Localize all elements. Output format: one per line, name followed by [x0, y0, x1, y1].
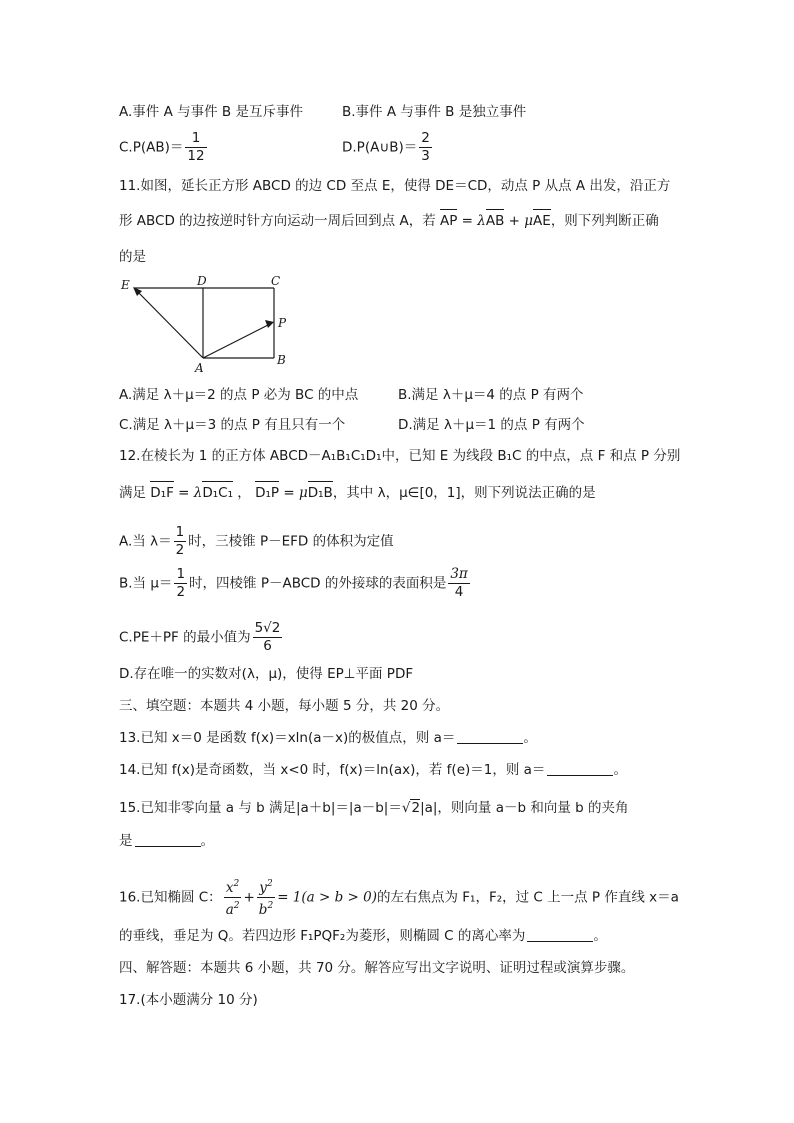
ellipse-y-term	[257, 876, 275, 919]
q12-line-1: 12.在棱长为 1 的正方体 ABCD－A₁B₁C₁D₁中，已知 E 为线段 B₁C 的中点，点 F 和点 P 分别	[119, 448, 681, 464]
q12-option-a-fraction	[174, 524, 187, 559]
equals-sign: =	[457, 213, 478, 229]
fraction-denominator: 2	[175, 542, 185, 558]
q14-text: 14.已知 f(x)是奇函数，当 x<0 时，f(x)＝ln(ax)，若 f(e)＝1，则 a＝	[119, 762, 546, 778]
q15-text-post: |a|，则向量 a－b 和向量 b 的夹角	[420, 800, 629, 816]
q12-option-b	[119, 566, 472, 601]
fraction-denominator: 2	[176, 584, 186, 600]
q12-option-b-post: 时，四棱锥 P－ABCD 的外接球的表面积是	[189, 575, 447, 592]
q12-option-a	[119, 524, 394, 559]
q13-end: 。	[523, 730, 537, 746]
q15-line-1	[119, 799, 629, 817]
ellipse-x-term	[224, 876, 242, 919]
q11-option-b: B.满足 λ＋μ＝4 的点 P 有两个	[398, 387, 584, 403]
mu-symbol: μ	[298, 485, 308, 501]
fraction-numerator	[257, 876, 275, 897]
q12-option-b-fraction	[174, 566, 187, 601]
q12-option-c-pre: C.PE＋PF 的最小值为	[119, 629, 251, 646]
ellipse-condition: = 1(a > b > 0)	[277, 889, 377, 906]
q11-text-pre: 形 ABCD 的边按逆时针方向运动一周后回到点 A，若	[119, 213, 436, 229]
fraction-denominator: 3	[421, 148, 430, 164]
fraction-numerator: 1	[191, 130, 201, 146]
q12-option-c	[119, 620, 284, 655]
q11-option-a: A.满足 λ＋μ＝2 的点 P 必为 BC 的中点	[119, 387, 359, 403]
plus-sign: +	[504, 213, 525, 229]
label-a: A	[195, 361, 204, 374]
q16-line-1: 16.已知椭圆 C： $\frac{x^2}{a^2}$ + $\frac{y^2}{b^2}$ = 1(a > b > 0)的左右焦点为 F₁，F₂，过 C 上一点 P 作直线 x＝a	[119, 876, 679, 919]
fraction-denominator: 6	[253, 637, 283, 655]
q10-option-a: A.事件 A 与事件 B 是互斥事件	[119, 104, 303, 120]
exponent: 2	[267, 901, 274, 911]
q15-text-pre: 15.已知非零向量 a 与 b 满足|a＋b|＝|a－b|＝	[119, 800, 402, 816]
answer-blank[interactable]	[527, 927, 593, 942]
q11-text-post: ，则下列判断正确	[550, 213, 659, 229]
q12-option-b-area-fraction	[448, 566, 469, 601]
q11-line-3: 的是	[119, 249, 146, 265]
vector-ae: AE	[533, 213, 551, 229]
q11-option-d: D.满足 λ＋μ＝1 的点 P 有两个	[398, 417, 585, 433]
label-c: C	[271, 274, 281, 288]
vector-d1f: D₁F	[150, 485, 174, 501]
q15-end: 。	[200, 833, 214, 849]
q12-option-a-post: 时，三棱锥 P－EFD 的体积为定值	[188, 533, 394, 550]
q11-line-2	[119, 212, 659, 230]
sqrt-symbol: √	[401, 800, 411, 816]
label-p: P	[278, 316, 287, 330]
answer-blank[interactable]	[135, 832, 201, 847]
lambda-symbol: λ	[477, 213, 486, 229]
q10-option-d	[342, 130, 434, 165]
b-var: b	[258, 902, 268, 918]
fraction-denominator	[257, 897, 275, 919]
exponent: 2	[233, 879, 240, 889]
label-d: D	[197, 274, 207, 288]
mu-symbol: μ	[524, 213, 534, 229]
answer-blank[interactable]	[457, 729, 523, 744]
y-var: y	[259, 880, 267, 896]
q17-heading: 17.(本小题满分 10 分)	[119, 992, 258, 1008]
label-b: B	[277, 353, 286, 367]
q12-option-d: D.存在唯一的实数对(λ，μ)，使得 EP⊥平面 PDF	[119, 666, 414, 682]
fraction-numerator: 2	[421, 130, 430, 146]
q13	[119, 729, 537, 747]
q16-text-post: 的左右焦点为 F₁，F₂，过 C 上一点 P 作直线 x＝a	[376, 889, 679, 906]
q16-text-pre: 16.已知椭圆 C：	[119, 889, 222, 906]
arrowhead-p	[265, 320, 274, 328]
q10-option-c	[119, 130, 209, 165]
fraction-numerator	[224, 876, 242, 897]
q12-option-c-fraction	[253, 620, 283, 655]
q15-line-2	[119, 832, 214, 850]
vector-ap: AP	[440, 213, 458, 229]
q10-option-d-text: D.P(A∪B)＝	[342, 139, 418, 156]
q14	[119, 761, 627, 779]
a-var: a	[225, 902, 234, 918]
fraction-numerator: 1	[175, 524, 185, 540]
q12-option-a-pre: A.当 λ＝	[119, 533, 172, 550]
vector-ab: AB	[485, 213, 505, 229]
section-4-heading: 四、解答题：本题共 6 小题，共 70 分。解答应写出文字说明、证明过程或演算步骤。	[119, 960, 635, 976]
fraction-numerator: 3π	[450, 566, 468, 582]
q10-option-d-fraction	[419, 130, 432, 165]
fraction-denominator: 4	[448, 583, 469, 601]
fraction-numerator: 1	[176, 566, 186, 582]
q16-line-2	[119, 927, 607, 945]
q11-line-1: 11.如图，延长正方形 ABCD 的边 CD 至点 E，使得 DE＝CD，动点 P 从点 A 出发，沿正方	[119, 178, 671, 194]
exponent: 2	[266, 879, 273, 889]
q10-option-c-fraction	[185, 130, 206, 165]
q12-text-pre: 满足	[119, 485, 146, 501]
vector-ae-line	[136, 290, 203, 358]
q12-option-b-pre: B.当 μ＝	[119, 575, 173, 592]
fraction-numerator: 5√2	[254, 620, 281, 636]
q16-line-2-text: 的垂线，垂足为 Q。若四边形 F₁PQF₂为菱形，则椭圆 C 的离心率为	[119, 928, 526, 944]
q10-option-c-text: C.P(AB)＝	[119, 139, 184, 156]
fraction-denominator: 12	[187, 148, 205, 164]
q11-option-c: C.满足 λ＋μ＝3 的点 P 有且只有一个	[119, 417, 346, 433]
q12-text-post: ，其中 λ，μ∈[0，1]，则下列说法正确的是	[332, 485, 596, 501]
q14-end: 。	[613, 762, 627, 778]
exponent: 2	[233, 901, 240, 911]
label-e: E	[121, 278, 130, 292]
vector-ap-line	[203, 324, 270, 358]
section-3-heading: 三、填空题：本题共 4 小题，每小题 5 分，共 20 分。	[119, 698, 450, 714]
sqrt-radicand: 2	[411, 800, 421, 816]
lambda-symbol: λ	[193, 485, 203, 501]
q15-line-2-text: 是	[119, 833, 133, 849]
q16-end: 。	[593, 928, 607, 944]
answer-blank[interactable]	[547, 761, 613, 776]
vector-d1b: D₁B	[307, 485, 333, 501]
q10-option-b: B.事件 A 与事件 B 是独立事件	[342, 104, 527, 120]
x-var: x	[225, 880, 234, 896]
q11-figure	[115, 274, 295, 374]
q13-text: 13.已知 x＝0 是函数 f(x)＝xln(a－x)的极值点，则 a＝	[119, 730, 456, 746]
fraction-denominator	[224, 897, 242, 919]
q12-line-2: 满足 D₁F = λD₁C₁ ， D₁P = μD₁B，其中 λ，μ∈[0，1]，则下列说法正确的是	[119, 485, 596, 501]
vector-d1p: D₁P	[255, 485, 280, 501]
vector-d1c1: D₁C₁	[202, 485, 233, 501]
